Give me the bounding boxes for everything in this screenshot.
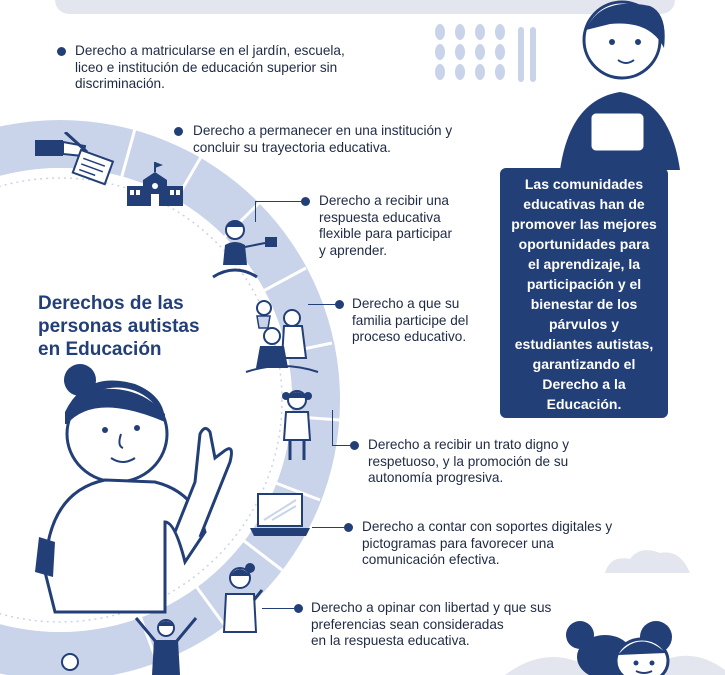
right-item-2 xyxy=(193,123,452,156)
right-1-line-2: liceo e institución de educación superior sin xyxy=(75,59,338,75)
right-4-line-1: Derecho a que su xyxy=(352,296,460,311)
right-5-line-3: autonomía progresiva. xyxy=(368,470,504,485)
right-3-line-2: respuesta educativa xyxy=(319,209,441,225)
bullet-6 xyxy=(344,523,353,532)
right-item-4 xyxy=(352,296,468,346)
title-line-3: en Educación xyxy=(38,339,162,360)
connector-3 xyxy=(255,201,302,222)
right-2-line-1: Derecho a permanecer en una institución y xyxy=(193,123,453,138)
right-item-1 xyxy=(75,43,345,93)
callout-text: Las comunidades educativas han de promover las mejores oportunidades para el aprendizaje, la participación y el bienestar de los párvulos y estudiantes autistas, garantizando el Derecho a la Educación. xyxy=(511,176,657,412)
laptop-icon xyxy=(248,490,312,540)
right-7-line-1: Derecho a opinar con libertad y que sus xyxy=(311,600,552,615)
connector-7 xyxy=(262,608,296,609)
title-line-1: Derechos de las xyxy=(38,293,184,314)
right-7-line-3: en la respuesta educativa. xyxy=(311,633,470,648)
connector-5 xyxy=(332,410,353,446)
bullet-3 xyxy=(301,197,310,206)
bullet-2 xyxy=(174,127,183,136)
right-3-line-1: Derecho a recibir una xyxy=(319,193,449,208)
two-kids-illustration xyxy=(560,615,700,675)
connector-4 xyxy=(308,304,335,305)
girl-standing-icon xyxy=(272,388,322,466)
bullet-4 xyxy=(335,300,344,309)
right-5-line-1: Derecho a recibir un trato digno y xyxy=(368,437,569,452)
callout-box xyxy=(500,168,668,418)
right-4-line-2: familia participe del xyxy=(352,312,469,328)
girl-pointing-illustration xyxy=(25,362,255,622)
school-building-icon xyxy=(125,160,185,210)
connector-6 xyxy=(312,527,344,528)
right-3-line-4: y aprender. xyxy=(319,242,388,258)
right-7-line-2: preferencias sean consideradas xyxy=(311,616,504,632)
right-item-5 xyxy=(368,437,569,487)
cloud-decoration xyxy=(600,545,695,575)
bullet-1 xyxy=(57,47,66,56)
right-item-6 xyxy=(362,519,612,569)
small-child-icon xyxy=(55,652,85,675)
right-6-line-3: comunicación efectiva. xyxy=(362,552,500,567)
right-4-line-3: proceso educativo. xyxy=(352,329,467,344)
right-1-line-3: discriminación. xyxy=(75,76,165,91)
page-title xyxy=(38,292,200,361)
right-3-line-3: flexible para participar xyxy=(319,226,452,241)
boy-illustration xyxy=(540,0,690,170)
right-item-3 xyxy=(319,193,452,259)
right-2-line-2: concluir su trayectoria educativa. xyxy=(193,139,391,155)
right-1-line-1: Derecho a matricularse en el jardín, escuela, xyxy=(75,43,345,58)
hand-writing-icon xyxy=(35,132,115,187)
right-5-line-2: respetuoso, y la promoción de su xyxy=(368,453,569,469)
right-6-line-2: pictogramas para favorecer una xyxy=(362,535,554,551)
right-6-line-1: Derecho a contar con soportes digitales y xyxy=(362,519,613,534)
title-line-2: personas autistas xyxy=(38,316,200,337)
child-playing-icon xyxy=(205,215,280,285)
